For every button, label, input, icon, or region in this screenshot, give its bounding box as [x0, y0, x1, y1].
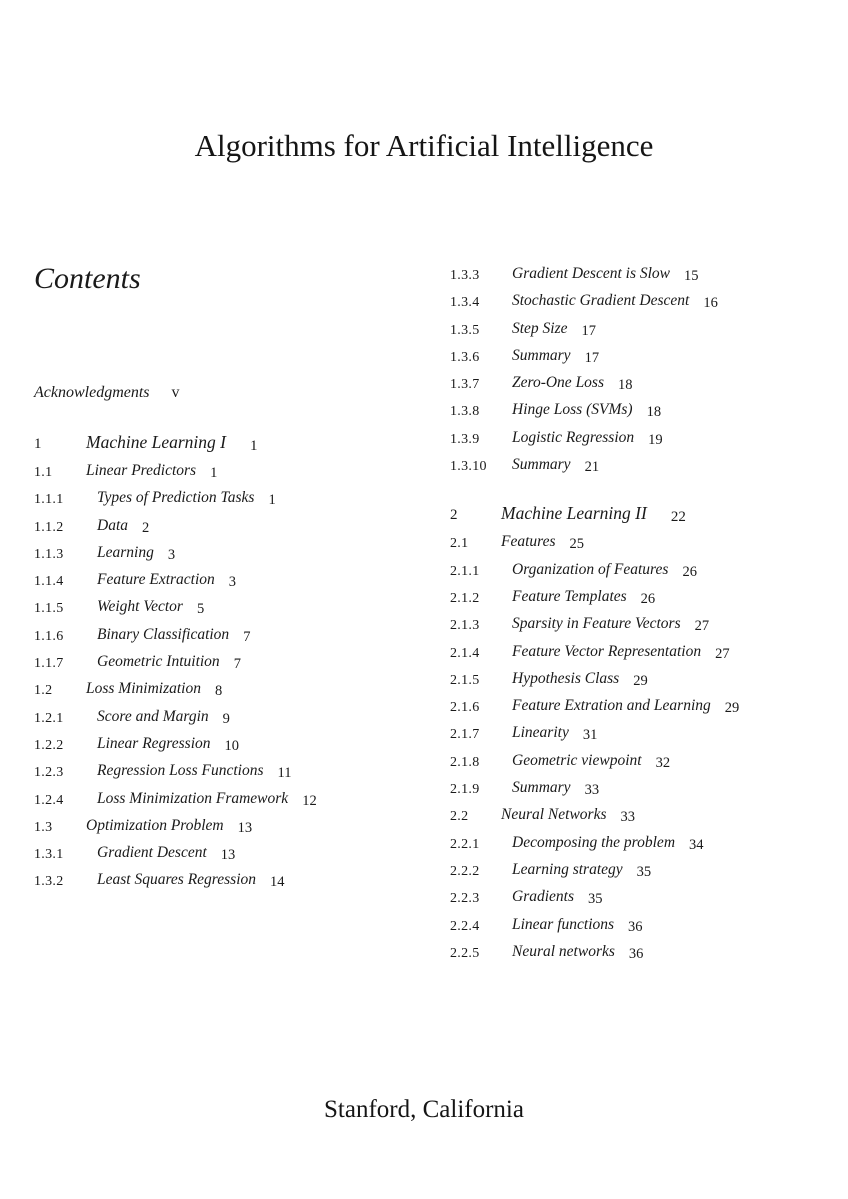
toc-entry-text	[97, 571, 236, 589]
toc-entry-text	[97, 708, 230, 726]
toc-entry-page: 26	[640, 590, 656, 607]
toc-entry-number: 1.3.3	[450, 268, 480, 283]
toc-entry-number: 2.1.6	[450, 700, 480, 716]
toc-entry-text	[512, 916, 643, 934]
toc-entry-page: 19	[648, 431, 663, 448]
toc-entry-label: Types of Prediction Tasks	[97, 489, 255, 507]
toc-entry-label: Feature Extraction	[97, 571, 215, 589]
toc-entry-page: 17	[584, 349, 600, 366]
toc-entry-text	[501, 533, 584, 551]
toc-entry-number: 2.2.3	[450, 891, 480, 907]
toc-entry-text	[512, 292, 718, 310]
toc-entry-page: 17	[581, 322, 597, 339]
toc-entry-page: 27	[715, 645, 730, 662]
toc-entry-number: 2.1.7	[450, 727, 480, 743]
toc-entry-number: 1.1.2	[34, 519, 64, 535]
toc-entry-page: 1	[210, 465, 218, 481]
toc-entry-page: 32	[655, 754, 671, 771]
toc-entry-text	[512, 265, 699, 283]
toc-entry-label: Hinge Loss (SVMs)	[512, 401, 633, 419]
toc-entry-number: 1.3.6	[450, 349, 480, 365]
toc-entry-number: 2.1.9	[450, 782, 480, 798]
publisher-location: Stanford, California	[324, 1096, 524, 1123]
toc-entry-number: 1.2.3	[34, 765, 64, 781]
toc-entry-page: 3	[228, 574, 237, 591]
toc-entry-label: Summary	[512, 456, 571, 474]
toc-entry-number: 2	[450, 507, 458, 524]
toc-entry-label: Gradients	[512, 888, 574, 906]
toc-entry-number: 2.1.2	[450, 590, 480, 606]
toc-entry-label: Feature Vector Representation	[512, 642, 702, 660]
toc-entry-page: 3	[167, 546, 176, 563]
toc-entry-text	[97, 762, 291, 780]
toc-entry-number: 1.2.2	[34, 737, 64, 753]
toc-entry-page: 22	[670, 509, 686, 526]
toc-entry-text	[512, 456, 599, 474]
toc-entry-number: 1.2.1	[34, 710, 64, 726]
toc-entry-number: 1.3.2	[34, 874, 64, 890]
toc-entry-page: 36	[628, 918, 643, 935]
toc-entry-page: 7	[243, 628, 251, 645]
toc-entry-text	[512, 752, 670, 770]
toc-entry-label: Geometric Intuition	[97, 653, 220, 671]
toc-entry-number: 1.3.1	[34, 847, 64, 863]
toc-entry-number: 1.2.4	[34, 792, 64, 808]
toc-entry-acknowledgments[interactable]	[34, 384, 180, 402]
toc-entry-label: Feature Extration and Learning	[512, 697, 711, 715]
toc-entry-number: 1.3.9	[450, 431, 480, 447]
toc-entry-label: Linear functions	[512, 915, 615, 933]
toc-entry-number: 2.2	[450, 809, 469, 825]
toc-entry-label: Summary	[512, 779, 571, 797]
toc-entry-text	[512, 670, 648, 688]
toc-entry-page: 25	[569, 536, 585, 553]
toc-entry-label: Weight Vector	[97, 598, 183, 616]
toc-entry-text	[97, 653, 241, 671]
toc-entry-label: Geometric viewpoint	[512, 751, 642, 769]
toc-entry-label: Loss Minimization Framework	[97, 789, 289, 807]
toc-entry-number: 1.1.6	[34, 628, 64, 644]
toc-entry-text	[97, 844, 235, 862]
toc-entry-label: Stochastic Gradient Descent	[512, 292, 690, 310]
toc-entry-label: Score and Margin	[97, 707, 209, 725]
toc-entry-page: 15	[684, 268, 699, 284]
toc-entry-label: Feature Templates	[512, 587, 627, 605]
toc-entry-label: Loss Minimization	[86, 680, 201, 698]
toc-entry-text	[86, 680, 222, 698]
toc-entry-text	[97, 489, 276, 507]
toc-entry-page: 14	[270, 874, 285, 891]
toc-entry-text	[501, 806, 635, 824]
toc-entry-page: 13	[220, 847, 236, 864]
toc-entry-text	[97, 544, 175, 562]
toc-entry-label: Sparsity in Feature Vectors	[512, 615, 681, 633]
toc-entry-page: 21	[584, 459, 600, 476]
toc-entry-number: 1	[34, 436, 42, 452]
toc-entry-label: Hypothesis Class	[512, 669, 620, 687]
toc-entry-page: 36	[628, 945, 644, 962]
toc-entry-page: 35	[588, 891, 603, 908]
toc-entry-number: 1.1	[34, 465, 53, 480]
toc-entry-number: 2.2.5	[450, 945, 480, 961]
toc-entry-page: 27	[694, 618, 710, 635]
toc-entry-page: 5	[196, 601, 205, 618]
toc-entry-label: Decomposing the problem	[512, 833, 676, 851]
toc-entry-label: Acknowledgments	[34, 384, 150, 401]
toc-entry-number: 2.1.8	[450, 754, 480, 770]
toc-entry-text	[512, 588, 655, 606]
toc-entry-label: Learning strategy	[512, 860, 623, 878]
toc-entry-page: 9	[222, 710, 230, 727]
toc-entry-page: 29	[633, 672, 648, 689]
toc-entry-page: 31	[582, 727, 598, 744]
toc-entry-number: 2.1	[450, 536, 469, 552]
toc-entry-text	[512, 697, 739, 715]
toc-entry-text	[97, 626, 250, 644]
toc-entry-label: Logistic Regression	[512, 428, 635, 446]
toc-entry-text	[86, 462, 217, 480]
toc-entry-page: 13	[237, 819, 253, 836]
toc-entry-label: Neural networks	[512, 942, 615, 960]
toc-entry-number: 1.3.7	[450, 377, 480, 393]
toc-entry-text	[97, 790, 317, 808]
contents-heading: Contents	[34, 262, 141, 295]
toc-entry-page: 35	[636, 863, 652, 880]
toc-entry-number: 2.1.4	[450, 645, 480, 661]
toc-entry-text	[512, 401, 661, 419]
toc-entry-text	[86, 432, 257, 453]
toc-entry-text	[97, 517, 149, 535]
toc-entry-number: 1.3	[34, 819, 53, 835]
toc-entry-text	[501, 503, 686, 524]
toc-entry-text	[512, 347, 599, 365]
toc-entry-number: 2.1.5	[450, 672, 480, 688]
toc-entry-page: 33	[584, 782, 600, 799]
toc-entry-text	[512, 615, 709, 633]
toc-entry-label: Step Size	[512, 319, 568, 337]
toc-entry-page: 10	[224, 737, 240, 754]
toc-entry-number: 1.3.8	[450, 404, 480, 420]
toc-entry-number: 1.1.5	[34, 601, 64, 617]
toc-entry-page: 1	[268, 492, 276, 509]
toc-entry-text	[512, 724, 597, 742]
toc-entry-label: Linearity	[512, 724, 569, 742]
toc-entry-page: 18	[618, 377, 633, 394]
toc-entry-text	[86, 817, 252, 835]
toc-entry-number: 1.3.4	[450, 295, 480, 311]
toc-entry-number: 1.3.5	[450, 322, 480, 338]
toc-entry-page: 12	[302, 792, 317, 809]
toc-entry-text	[512, 561, 697, 579]
toc-entry-text	[97, 871, 285, 889]
toc-entry-page: 18	[646, 404, 662, 421]
toc-entry-number: 1.1.7	[34, 656, 64, 672]
toc-entry-page: 16	[703, 295, 718, 312]
toc-entry-text	[512, 943, 643, 961]
toc-entry-page: 29	[724, 700, 740, 717]
toc-entry-label: Least Squares Regression	[97, 871, 257, 889]
toc-entry-page: v	[171, 384, 180, 401]
toc-entry-label: Learning	[97, 543, 154, 561]
toc-entry-page: 2	[142, 519, 150, 536]
toc-entry-text	[512, 779, 599, 797]
toc-entry-text	[512, 643, 730, 661]
toc-entry-number: 2.2.4	[450, 918, 480, 934]
toc-entry-text	[512, 861, 651, 879]
toc-entry-text	[512, 374, 633, 392]
toc-entry-page: 7	[233, 656, 241, 673]
toc-entry-number: 1.3.10	[450, 459, 487, 475]
toc-entry-label: Organization of Features	[512, 560, 669, 578]
toc-entry-label: Machine Learning II	[501, 503, 647, 524]
toc-entry-number: 1.1.4	[34, 574, 64, 590]
toc-entry-label: Binary Classification	[97, 625, 230, 643]
toc-entry-number: 1.2	[34, 683, 53, 699]
toc-entry-label: Neural Networks	[501, 806, 607, 824]
toc-entry-label: Gradient Descent	[97, 844, 207, 862]
toc-entry-text	[97, 598, 204, 616]
toc-entry-number: 1.1.1	[34, 492, 64, 508]
toc-entry-page: 34	[689, 836, 704, 853]
toc-entry-page: 33	[620, 809, 635, 826]
toc-entry-label: Linear Regression	[97, 734, 211, 752]
toc-entry-text	[512, 429, 663, 447]
toc-entry-text	[97, 735, 239, 753]
toc-entry-text	[512, 888, 603, 906]
toc-entry-number: 2.2.2	[450, 863, 480, 879]
toc-entry-label: Zero-One Loss	[512, 374, 605, 392]
toc-entry-label: Optimization Problem	[86, 816, 224, 834]
toc-entry-page: 1	[249, 438, 258, 454]
toc-entry-label: Summary	[512, 346, 571, 364]
toc-entry-label: Linear Predictors	[86, 462, 197, 479]
toc-entry-label: Data	[97, 516, 128, 534]
toc-entry-label: Gradient Descent is Slow	[512, 265, 670, 282]
toc-entry-text	[512, 320, 596, 338]
toc-entry-text	[512, 834, 704, 852]
toc-entry-number: 1.1.3	[34, 546, 64, 562]
toc-entry-number: 2.2.1	[450, 836, 480, 852]
toc-entry-number: 2.1.3	[450, 618, 480, 634]
toc-entry-label: Features	[501, 533, 556, 551]
book-title: Algorithms for Artificial Intelligence	[194, 128, 654, 163]
toc-entry-page: 11	[277, 765, 292, 782]
toc-entry-label: Regression Loss Functions	[97, 762, 264, 780]
toc-entry-page: 8	[214, 683, 223, 700]
toc-entry-number: 2.1.1	[450, 563, 480, 579]
toc-entry-page: 26	[682, 563, 697, 580]
toc-entry-label: Machine Learning I	[86, 432, 226, 452]
